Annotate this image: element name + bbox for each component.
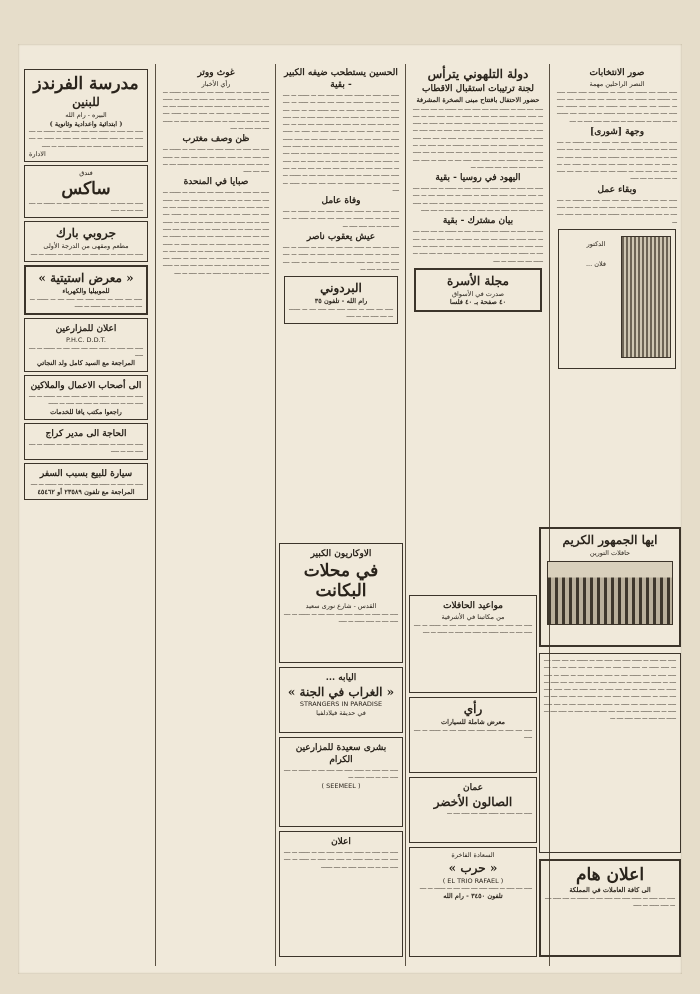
article-body: ـــــ ــــ ـــــ ـــ ــــــ ـــــ ــــ ـــــ ــــ ـــ ـــــــ ـــ ــــ ـــــ ــــ ـــ ـــــ ــــــ ـــ ـــــ ــــ ـــــ ـــ ــــــ ـــ ــــ ـــــ ــــ ـــ ــــ ـــــ ـــــ ـــ ــــ ـــــــ ــــ ـــ ـــــ ــــ ـــــ ــــ ـــ ـــــ ـــ ـــــ ــــ ـــ ــــــ ــــ ـــــ ـــ ــــ ـــــ ــــ ـــ ــــ ـــــ ـــ ــــ ـــــ ـــ ــــــ ــــ ــــ ـــــ ـــ ــــ ــــ ـــــ ـــ ــــ ـــــ ـــ ــــ ـــــ ـــــ ــــ ـــــ ـــ ــــــ ـــــ ــــ ـــــ ــــ ـــ ـــــــ ـــ ــــ ـــــ ــــ ـــ ـــــ ــــــ ـــ ـــــ ــــ ـــــ ـــ ــــــ ـــ ــــ ـــــ ــــ ـــ ــــ ـــــ ـــــ ـــ ــــ ـــــــ ــــ ـــ ـــــ ــــ ـــــ ــــ ـــ ـــــ ـــ ـــــ ــــ ـــ ــــــ ــــ ـــــ ـــ ــــ ـــــ ــــ ـــ [544,657,676,722]
article-body: ـــــ ــــــ ــــ ـــــــ ــــ ـــــ ـــ ـــــــ ــــ ـــــ ــــــ ـــــ ـــ ــــــــ ــــ ـــــــ ـــ ـــــ ــــــ ــــ ـــــ ــــــ ــــ ـــــ ـــ ـــــــ ــــ ـــــ ـــــ ــــ ـــــــ ـــ ـــــ ــــ ـــــــ ــــ ـــــ ــــ ـــــ ـــ ــــ ــــ ـــــ ـــــــ ـــ ــــ ـــــ ــــ ـــــــ ـــ ـــــ ـــــ ـــ ــــــ ــــ ـــ ـــــ ــــ ـــــ ـــــ ـــ ــــ [557,88,677,124]
column-rule [275,64,276,966]
school-label: الادارة [29,149,46,158]
ad-latin: ( EL TRIO RAFAEL ) [442,876,504,885]
ad-notice [279,831,403,957]
ad-title: عمان [463,783,483,793]
ad-note: فندق [79,169,93,178]
ad-title: مجلة الأسرة [447,273,509,288]
ad-bardouni [284,276,398,324]
ad-body: ـــــ ــــ ـــــ ـــ ــــــ ـــــ ــــ ـــــ ــــ ـــ ـــــــ ـــ ــــ ـــــ ــــ ـــ ـــــ ــــــ ـــ ـــــ [545,894,675,908]
ad-groppi-park [24,221,148,262]
section-title: اليهود في روسيا - بقية [435,173,521,184]
article-body: ـــــ ــــ ـــــ ـــ ــــــ ـــــ ــــ ـــــ ــــ ـــ ـــــــ ـــ ــــ ـــــ ــــ ـــ ـــــ ــــــ ـــ ـــــ ــــ ـــــ ـــ ــــــ ـــ ــــ ـــــ ــــ ـــ ــــ ـــــ ـــــ ـــ ــــ ـــــــ ــــ ـــ ـــــ ــــ ـــــ ــــ ـــ ـــــ ـــ ـــــ ــــ ـــ ــــــ ــــ ـــــ ـــ ــــ ـــــ ــــ ـــ ــــ ـــــ ـــ ــــ ـــــ [413,185,543,214]
ad-body: ـــــ ــــ ـــــ ـــ ــــــ ـــــ ــــ ـــــ ــــ ـــ ـــــــ ـــ ــــ ـــــ ــــ ـــ ـــــ ــــــ ـــ ـــــ [284,610,398,624]
ad-sub: للموبيليا والكهرباء [62,287,110,296]
ad-text: الصالون الأخضر [433,795,513,809]
ad-sub: المراجعة مع السيد كامل ولد النجاتي [37,359,135,368]
article-body: ـــــ ــــ ـــــ ـــ ــــــ ـــــ ــــ ـــــ ــــ ـــ ـــــــ ـــ ــــ ـــــ ــــ ـــ ـــــ ــــــ ـــ ـــــ ــــ ـــــ ـــ ــــــ ـــ ــــ ـــــ ــــ ـــ ــــ ـــــ ـــــ ـــ ــــ ـــــــ ــــ ـــ ـــــ ــــ ـــــ ــــ ـــ ـــــ ـــ ـــــ ــــ ـــ ــــــ ــــ ـــــ ـــ ــــ ـــــ ــــ ـــ ــــ ـــــ ـــ ــــ ـــــ ـــ ــــــ ــــ ــــ ـــــ ـــ ــــ [413,228,543,264]
ad-sub: راجعوا مكتب يافا للخدمات [50,407,122,416]
ad-photo [547,561,673,625]
column-4 [158,64,274,966]
ad-bus-schedule [409,595,537,693]
ad-cinema [279,667,403,733]
ad-text: صدرت في الأسواق [451,289,504,298]
section-title: وفاة عامل [321,196,361,207]
headline: غوث ووتر [197,68,235,78]
article-body: ـــــ ــــ ـــــ ـــ ــــــ ـــــ ــــ ـــــ ــــ ـــ ـــــــ ـــ ــــ ـــــ ــــ ـــ ـــــ ــــــ ـــ ـــــ ــــ ـــــ ـــ ــــــ ـــ ــــ ـــــ ــــ ـــ ــــ ـــــ ـــــ ـــ ــــ ـــــــ ــــ ـــ ـــــ ــــ ـــــ ــــ ـــ ـــــ ـــ ـــــ ــــ ـــ ــــــ ــــ ـــــ ـــ ــــ ـــــ ــــ ـــ ــــ ـــــ ـــ ــــ ـــــ ـــ ــــــ ــــ ــــ ـــــ ـــ ــــ ــــ ـــــ ـــ ــــ ـــــ ـــ ــــ ـــــ ـــــ ــــ ـــــ ـــ ــــــ ـــــ ــــ ـــــ ــــ ـــ ـــــــ ـــ ــــ ـــــ ــــ ـــ ـــــ ــــــ ـــ ـــــ ــــ ـــــ ـــ ــــــ ـــ ــــ ـــــ ــــ ـــ ــــ ـــــ ـــــ ـــ ــــ ـــــــ ــــ ـــ ـــــ ــــ ـــــ ــــ ـــ ـــــ ـــ ـــــ ــــ ـــ ــــــ ــــ ـــــ ـــ ــــ ـــــ ــــ ـــ ــــ ـــــ ـــ ــــ ـــــ ـــ ــــــ ــــ ــــ ـــــ ـــ ــــ ــــ ـــــ ـــ ــــ ـــــ ـــ ــــ ـــــ ـــــ ــــ ـــــ ـــ ــــــ ـــــ ــــ ـــــ ــــ ـــ ـــــــ ـــ ــــ ـــــ ــــ ـــ ـــــ ــــــ ـــ ـــــ ــــ ـــــ ـــ ــــــ ـــ ــــ [283,92,399,193]
ad-title: اليابه ... [325,673,357,683]
ad-big: « الغراب في الجنة » [287,685,395,699]
ad-title: اعلان هام [575,865,645,885]
headline: الحسين يستطحب ضيفه الكبير - بقية [284,68,398,90]
byline: النصر الراحلين مهمة [589,80,645,88]
section-title: ظن وصف مغترب [182,134,250,145]
ad-harb [409,847,537,957]
article-body: ـــــ ــــ ـــــ ـــ ــــــ ـــــ ــــ ـــــ ــــ ـــ ـــــــ ـــ ــــ ـــــ ــــ ـــ ـــــ ــــــ ـــ ـــــ ــــ ـــــ ـــ ــــــ ـــ ــــ ـــــ ــــ ـــ ــــ ـــــ ـــــ ـــ ــــ ـــــــ ــــ ـــ ـــــ ــــ ـــــ ــــ ـــ ـــــ ـــ ـــــ ــــ ـــ ــــــ ــــ ـــــ ـــ ــــ ـــــ ــــ ـــ ــــ ـــــ ـــ ــــ ـــــ ـــ ــــــ ــــ ــــ ـــــ ـــ ــــ ــــ ـــــ ـــ ــــ ـــــ ـــ ــــ ـــــ ـــــ ــــ ـــــ ـــ ــــــ ـــــ ــــ ـــــ ــــ ـــ ـــــــ ـــ ــــ ـــــ ــــ ـــ ـــــ ــــــ ـــ ـــــ ــــ ـــــ ـــ ــــــ ـــ ــــ ـــــ ــــ ـــ ــــ ـــــ ـــــ ـــ ــــ ـــــــ ــــ ـــ ـــــ ــــ ـــــ ــــ ـــ ـــــ ـــ ـــــ ــــ ـــ ــــــ ــــ ـــــ ـــ ــــ ـــــ ــــ ـــ [413,105,543,170]
ad-text: « حرب » [448,860,498,875]
ad-body: ـــــ ــــ ـــــ ـــ ــــــ ـــــ ــــ ـــــ ــــ ـــ ـــــــ ـــ ــــ ـــــ ــــ ـــ ـــــ [289,305,393,320]
headline-sub1: لجنة ترتيبات استقبال الاقطاب [422,84,534,94]
ad-title: سيارة للبيع بسبب السفر [39,468,133,479]
headline-elections: صور الانتخابات [589,68,645,78]
ad-phone: المراجعة مع تلفون ٢٣٥٨٩ أو ٤٥٤٦٢ [37,487,135,496]
ad-title: البردوني [320,281,362,296]
headline-sub2: حضور الاحتفال بافتتاح مبنى الصخرة المشرفة [416,96,540,104]
ad-big: في محلات البكانت [303,561,379,601]
right-bottom-text [539,653,681,853]
ad-sub: مطعم ومقهى من الدرجة الأولى [43,242,129,251]
ad-title: ايها الجمهور الكريم [562,533,658,547]
ad-body: ـــــ ــــ ـــــ ـــ ــــــ ـــــ ــــ ـــــ ــــ ـــ ـــــــ ـــ ــــ ـــــ [414,726,532,740]
newspaper-page [18,44,682,974]
ad-friends-school [24,69,148,162]
school-place: البيره - رام الله [65,111,107,119]
ad-good-news [279,737,403,827]
ad-body: ـــــ ــــ ـــــ ـــ ــــــ ـــــ ــــ ـــــ ــــ ـــ ـــــــ ـــ ــــ ـــــ ــــ ـــ ـــــ ــــــ ـــ ـــــ ــــ ـــــ ـــ ــــــ [29,392,143,407]
ad-title: الاوكاريون الكبير [310,549,372,559]
portrait-name: فلان ... [585,259,607,268]
article-body: ـــــ ــــ ـــــ ـــ ــــــ ـــــ ــــ ـــــ ــــ ـــ ـــــــ ـــ ــــ ـــــ ــــ ـــ ـــــ ــــــ ـــ ـــــ ــــ ـــــ ـــ ــــــ ـــ ــــ ـــــ ــــ ـــ ــــ ـــــ ـــــ ـــ ــــ ـــــــ ــــ ـــ ـــــ ــــ ـــــ ــــ ـــ ـــــ ـــ ـــــ ــــ ـــ ــــــ ــــ ـــــ ـــ ــــ ـــــ ــــ ـــ ــــ ـــــ ـــ ــــ ـــــ ـــ ــــــ ــــ ــــ ـــــ ـــ ــــ ــــ ـــــ ـــ ــــ ـــــ ـــ ــــ ـــــ ـــــ ــــ ـــــ ـــ ــــــ ـــــ ــــ ـــــ ــــ ـــ ـــــــ ـــ ــــ ـــــ ــــ ـــ ـــــ ــــــ ـــ ـــــ ــــ ـــــ ـــ ــــــ ـــ ــــ ـــــ ــــ ـــ ــــ ـــــ ـــــ ـــ ــــ ـــــــ ــــ ـــ ـــــ ــــ ـــــ ــــ ـــ ـــــ ـــ ـــــ ــــ ـــ ــــــ ــــ ـــــ ـــ ــــ ـــــ ــــ ـــ ــــ ـــــ ـــ ــــ ـــــ ـــ ــــــ ــــ ــــ ـــــ ـــ ــــ ــــ ـــــ ـــ ــــ ـــــ ـــ ــــ [163,189,269,276]
article-body: ـــــ ــــ ـــــ ـــ ــــــ ـــــ ــــ ـــــ ــــ ـــ ـــــــ ـــ ــــ ـــــ ــــ ـــ ـــــ ــــــ ـــ ـــــ ــــ ـــــ ـــ ــــــ ـــ ــــ ـــــ ــــ ـــ ــــ ـــــ ـــــ ـــ ــــ ـــــــ ــــ ـــ ـــــ ــــ ـــــ ــــ ـــ ـــــ ـــ ـــــ ــــ ـــ ــــــ ــــ ـــــ ـــ ــــ ـــــ ــــ ـــ ــــ ـــــ ـــ ــــ ـــــ ـــ ــــــ ــــ ــــ ـــــ ـــ ــــ ــــ ـــــ ـــ ــــ ـــــ ـــ ــــ ـــــ [557,138,677,182]
ad-title: « معرض استيتية » [38,271,134,286]
ad-body: ـــــ ــــ ـــــ ـــ ــــــ ـــــ ــــ ـــــ ــــ ـــ ـــــــ ـــ ــــ ـــــ ــــ ـــ ـــــ ــــــ ـــ [284,767,398,781]
portrait-ad [558,229,676,369]
ad-garage [24,423,148,460]
ad-title: اعلان [331,837,351,847]
ad-sub: حافلات التورين [589,549,631,557]
ad-body: ـــــ ــــ ـــــ ـــ ــــــ ـــــ ــــ ـــــ ــــ ـــ [447,810,532,816]
ad-text: رام الله - تلفون ٣٥ [314,297,368,306]
section-title: وبقاء عمل [597,184,637,195]
article-body: ـــــ ــــ ـــــ ـــ ــــــ ـــــ ــــ ـــــ ــــ ـــ ـــــــ ـــ ــــ ـــــ ــــ ـــ ـــــ ــــــ ـــ ـــــ ــــ ـــــ ـــ ــــــ ـــ ــــ ـــــ ــــ ـــ ــــ ـــــ ـــــ ـــ [283,208,399,229]
ad-title: مواعيد الحافلات [443,601,503,611]
ad-sub: في حديقة فيلادلفيا [316,708,366,717]
school-levels: ( ابتدائية واعدادية وثانوية ) [49,119,123,128]
headline-main: دولة التلهوني يترأس [427,67,529,81]
ad-body: ـــــ ــــ ـــــ ـــ ــــــ ـــــ ــــ ـــــ ــــ ـــ ـــــــ ـــ ــــ [419,885,532,891]
ad-body: ـــــ ــــ ـــــ ـــ ــــــ ـــــ ــــ ـــــ ــــ ـــ ـــــــ ـــ ــــ ـــــ ــــ ـــ ـــــ ــــــ ـــ ـــــ ــــ ـــــ ـــ ــــــ ـــ ــــ [414,621,532,635]
ad-farmers [24,318,148,372]
portrait-caption: الدكتور [586,239,606,248]
ad-rai [409,697,537,773]
ad-title: ساكس [61,178,111,199]
ad-body: ـــــ ــــ ـــــ ـــ ــــــ ـــــ ــــ ـــــ ــــ ـــ ـــــــ ـــ ــــ ـــــ ــــ ـــ ـــــ ــــــ ـــ ـــــ ــــ ـــــ ـــ ــــــ ـــ ــــ ـــــ ــــ ـــ ــــ ـــــ ـــــ ـــ ــــ ـــــــ [284,849,398,870]
section-title: بيان مشترك - بقية [442,216,514,227]
ad-body: ـــــ ــــ ـــــ ـــ ــــــ ـــــ ــــ ـــــ ــــ ـــ ـــــــ ـــ ــــ ـــــ [29,344,143,359]
column-rule [405,64,406,966]
ad-title: جروبي بارك [55,226,117,241]
ad-text: معرض شاملة للسيارات [440,718,506,726]
section-title: صبايا في المنحدة [183,177,249,188]
ad-latin: P.H.C. D.D.T. [66,336,106,345]
column-rule [155,64,156,966]
ad-latin: ( SEEMEEL ) [321,781,361,790]
column-left-ads [18,64,154,966]
section-title: وجهة [شورى] [589,126,645,137]
section-title: عيش يعقوب ناصر [306,232,376,243]
ad-title: الى أصحاب الاعمال والملاكين [30,380,142,391]
ad-green-salon [409,777,537,843]
ad-title: رأي [463,702,483,716]
ad-sax [24,165,148,218]
ad-title: بشرى سعيدة للمزارعين الكرام [295,743,387,765]
ad-sub: الى كافة العاملات في المملكة [569,886,651,894]
ad-family-magazine [414,268,542,312]
ad-body: ـــــ ــــ ـــــ ـــ ــــــ ـــــ ــــ ـــــ ــــ ـــ ـــــــ ـــ ــــ ـــــ ــــ ـــ ـــــ ــــــ ـــ ـــــ ــــ ـــــ ـــ ــــــ ـــ ــــ ـــــ ــــ ـــ ــــ ـــــ ـــــ ـــ ــــ ـــــــ ــــ ـــ ـــــ [29,128,143,149]
ad-title: السعادة الفاخرة [451,851,495,859]
article-body: ـــــ ــــ ـــــ ـــ ــــــ ـــــ ــــ ـــــ ــــ ـــ ـــــــ ـــ ــــ ـــــ ــــ ـــ ـــــ ــــــ ـــ ـــــ ــــ ـــــ ـــ ــــــ ـــ ــــ ـــــ ــــ ـــ ــــ ـــــ ـــــ ـــ ــــ ـــــــ ــــ ـــ ـــــ ــــ ـــــ ــــ ـــ ـــــ ـــ ـــــ ــــ ـــ ــــــ ــــ ـــــ ـــ ــــ ـــــ ــــ ـــ ــــ ـــــ ـــ ــــ ـــــ ـــ ــــــ ــــ ــــ ـــــ ـــ ــــ [163,88,269,131]
ad-body: ـــــ ــــ ـــــ ـــ ــــــ ـــــ ــــ ـــــ ــــ ـــ ـــــــ ـــ ــــ ـــــ ــــ ـــ ـــــ ــــــ ـــ ـــــ [30,295,142,310]
school-title: مدرسة الفرندز [33,74,139,94]
ad-body: ـــــ ــــ ـــــ ـــ ــــــ ـــــ ــــ ـــــ ــــ ـــ ـــــــ ـــ ــــ [30,480,143,487]
ad-dear-public [539,527,681,647]
ad-car-sale [24,463,148,501]
ad-title: الحاجة الى مدير كراج [45,429,127,440]
ad-latin: STRANGERS IN PARADISE [299,700,383,708]
ad-body: ـــــ ــــ ـــــ ـــ ــــــ ـــــ ــــ ـــــ ــــ ـــ ـــــــ ـــ ــــ ـــــ ــــ ـــ ـــــ [29,441,143,455]
ad-body: ـــــ ــــ ـــــ ـــ ــــــ ـــــ ــــ ـــــ ــــ ـــ ـــــــ ـــ ــــ [30,250,143,257]
ad-body: ـــــ ــــ ـــــ ـــ ــــــ ـــــ ــــ ـــــ ــــ ـــ ـــــــ ـــ ــــ ـــــ ــــ ـــ ـــــ [29,199,143,214]
portrait-photo [621,236,671,358]
ad-carpets [279,543,403,663]
ad-sub: القدس - شارع نورى سعيد [305,602,377,610]
sub-headline: رأي الأخبار [201,80,231,88]
school-sub: للبنين [72,95,100,109]
ad-note: ٤٠ صفحة بـ ٤٠ فلسا [449,298,507,307]
article-body: ـــــ ــــ ـــــ ـــ ــــــ ـــــ ــــ ـــــ ــــ ـــ ـــــــ ـــ ــــ ـــــ ــــ ـــ ـــــ ــــــ ـــ ـــــ ــــ ـــــ ـــ ــــــ ـــ ــــ ـــــ ــــ ـــ ــــ ـــــ ـــــ ـــ ــــ ـــــــ ــــ ـــ ـــــ ــــ ـــــ ــــ ـــ [557,196,677,225]
ad-phone: تلفون ٣٤٥٠ - رام الله [443,892,503,901]
article-body: ـــــ ــــ ـــــ ـــ ــــــ ـــــ ــــ ـــــ ــــ ـــ ـــــــ ـــ ــــ ـــــ ــــ ـــ ـــــ ــــــ ـــ ـــــ ــــ ـــــ ـــ ــــــ ـــ ــــ ـــــ ــــ ـــ ــــ ـــــ ـــــ ـــ ــــ ـــــــ ــــ ـــ ـــــ ــــ ـــــ ــــ ـــ ـــــ ـــ [283,244,399,272]
ad-text: من مكاتبنا في الأشرفية [441,613,505,621]
article-body: ـــــ ــــ ـــــ ـــ ــــــ ـــــ ــــ ـــــ ــــ ـــ ـــــــ ـــ ــــ ـــــ ــــ ـــ ـــــ ــــــ ـــ ـــــ ــــ ـــــ ـــ ــــــ ـــ ــــ ـــــ ــــ ـــ ــــ ـــــ ـــــ ـــ ــــ ـــــــ ــــ ـــ ـــــ ــــ ـــــ [163,146,269,175]
ad-important [539,859,681,957]
ad-title: اعلان للمزارعين [55,324,117,335]
ad-business [24,375,148,420]
ad-estetieh [24,265,148,315]
